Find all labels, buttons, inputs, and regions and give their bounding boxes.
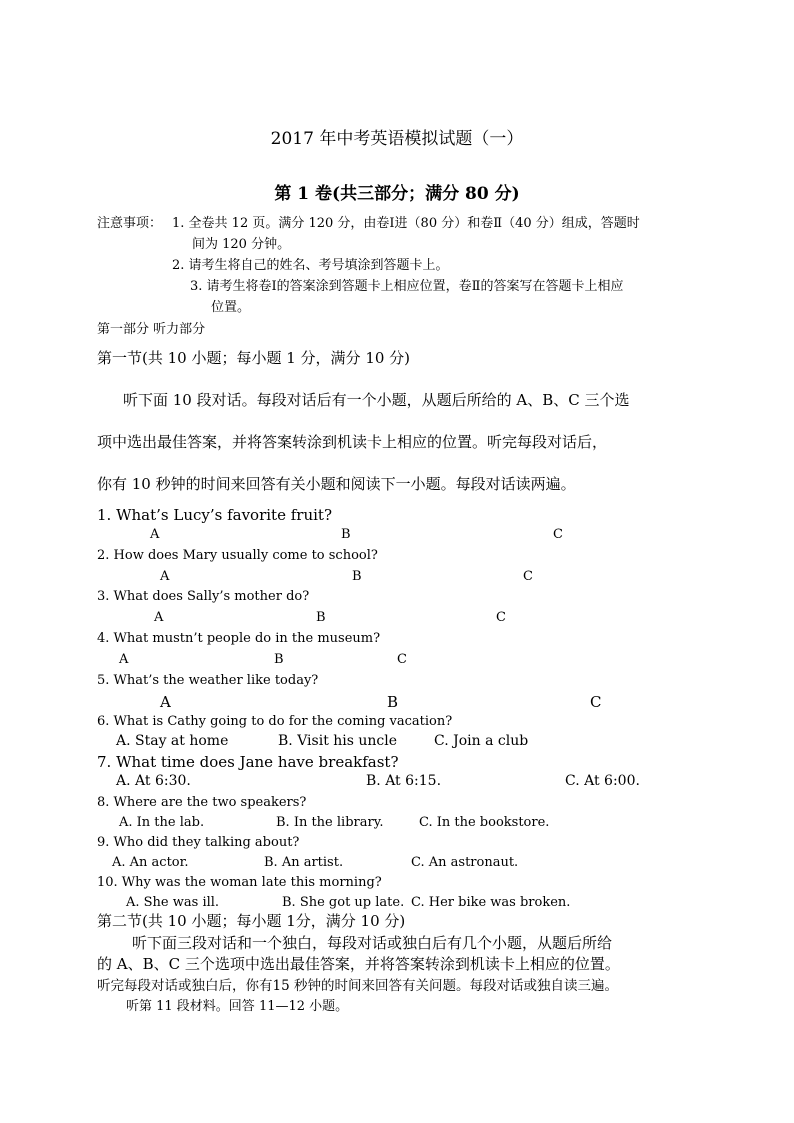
question-2-option-b: B [352, 569, 362, 584]
section-2-instructions-line-3: 听完每段对话或独白后，你有15 秒钟的时间来回答有关问题。每段对话或独自读三遍。 [97, 978, 618, 994]
question-10-option-a: A. She was ill. [126, 895, 220, 910]
question-2-option-a: A [160, 569, 170, 584]
part-heading: 第一部分 听力部分 [97, 322, 206, 337]
question-3-option-a: A [154, 610, 164, 625]
question-7-option-b: B. At 6:15. [366, 773, 442, 789]
section-2-heading: 第二节(共 10 小题；每小题 1分，满分 10 分) [97, 912, 406, 930]
question-5: 5. What’s the weather like today? [97, 673, 319, 688]
section-1-instructions-line-2: 项中选出最佳答案，并将答案转涂到机读卡上相应的位置。听完每段对话后， [97, 433, 608, 451]
notes-label: 注意事项： [97, 216, 163, 231]
section-2-instructions-line-2: 的 A、B、C 三个选项中选出最佳答案，并将答案转涂到机读卡上相应的位置。 [97, 955, 620, 973]
question-5-option-b: B [387, 693, 399, 711]
question-7-option-a: A. At 6:30. [116, 773, 191, 789]
question-9-option-a: A. An actor. [112, 855, 189, 870]
question-10-option-b: B. She got up late. [282, 895, 405, 910]
question-9-option-c: C. An astronaut. [411, 855, 519, 870]
section-2-instructions-line-4: 听第 11 段材料。回答 11—12 小题。 [126, 999, 349, 1014]
section-1-heading: 第一节(共 10 小题；每小题 1 分，满分 10 分) [97, 349, 411, 367]
note-2: 2. 请考生将自己的姓名、考号填涂到答题卡上。 [172, 258, 449, 273]
question-4: 4. What mustn’t people do in the museum? [97, 631, 381, 646]
question-9-option-b: B. An artist. [264, 855, 344, 870]
question-4-option-a: A [119, 652, 129, 667]
paper-subtitle: 第 1 卷(共三部分；满分 80 分) [274, 184, 520, 204]
note-3-line-1: 3. 请考生将卷Ⅰ的答案涂到答题卡上相应位置，卷Ⅱ的答案写在答题卡上相应 [190, 279, 624, 294]
question-10-option-c: C. Her bike was broken. [411, 895, 571, 910]
question-7-option-c: C. At 6:00. [565, 773, 640, 789]
question-1-option-c: C [553, 527, 563, 542]
question-4-option-b: B [274, 652, 284, 667]
note-1-line-2: 间为 120 分钟。 [192, 237, 291, 252]
note-1-line-1: 1. 全卷共 12 页。满分 120 分，由卷Ⅰ进（80 分）和卷Ⅱ（40 分）组成，答题时 [172, 216, 640, 231]
question-6-option-a: A. Stay at home [116, 733, 229, 749]
question-6-option-b: B. Visit his uncle [278, 733, 398, 749]
question-10: 10. Why was the woman late this morning? [97, 875, 382, 890]
question-7: 7. What time does Jane have breakfast? [97, 753, 399, 771]
question-5-option-a: A [160, 693, 171, 711]
question-4-option-c: C [397, 652, 407, 667]
question-8-option-a: A. In the lab. [119, 815, 205, 830]
question-6: 6. What is Cathy going to do for the coming vacation? [97, 714, 453, 729]
question-6-option-c: C. Join a club [434, 733, 529, 749]
section-1-instructions-line-1: 听下面 10 段对话。每段对话后有一个小题，从题后所给的 A、B、C 三个选 [123, 391, 630, 409]
page-title: 2017 年中考英语模拟试题（一） [270, 129, 524, 149]
question-2-option-c: C [523, 569, 533, 584]
question-1-option-a: A [150, 527, 160, 542]
question-3-option-c: C [496, 610, 506, 625]
section-1-instructions-line-3: 你有 10 秒钟的时间来回答有关小题和阅读下一小题。每段对话读两遍。 [97, 475, 576, 493]
question-3-option-b: B [316, 610, 326, 625]
question-8-option-b: B. In the library. [276, 815, 384, 830]
question-1-option-b: B [341, 527, 351, 542]
question-5-option-c: C [590, 693, 602, 711]
question-3: 3. What does Sally’s mother do? [97, 589, 310, 604]
question-1: 1. What’s Lucy’s favorite fruit? [97, 506, 332, 524]
note-3-line-2: 位置。 [211, 300, 251, 315]
question-8-option-c: C. In the bookstore. [419, 815, 550, 830]
question-8: 8. Where are the two speakers? [97, 795, 307, 810]
section-2-instructions-line-1: 听下面三段对话和一个独白，每段对话或独白后有几个小题，从题后所给 [132, 934, 613, 952]
question-9: 9. Who did they talking about? [97, 835, 300, 850]
question-2: 2. How does Mary usually come to school? [97, 548, 378, 563]
